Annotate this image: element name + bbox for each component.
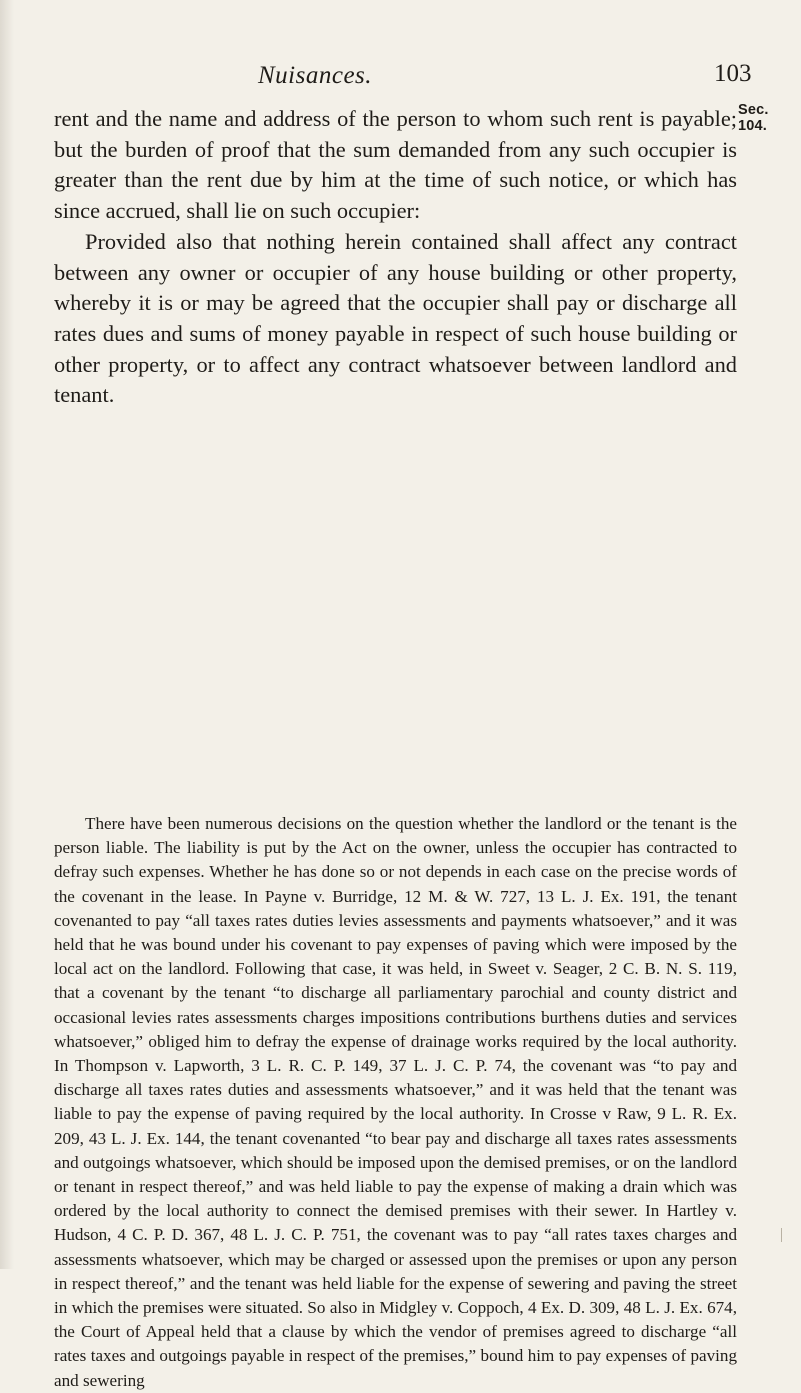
statute-text bbox=[54, 104, 737, 411]
running-title: Nuisances. bbox=[258, 62, 373, 89]
commentary-note: There have been numerous decisions on the question whether the landlord or the tenant is the person liable. The liability is put by the Act on the owner, unless the occupier has contracted to defray such expenses. Whether he has done so or not depends in each case on the precise words of the covenant in the lease. In Payne v. Burridge, 12 M. & W. 727, 13 L. J. Ex. 191, the tenant covenanted to pay “all taxes rates duties levies assessments and payments whatsoever,” and it was held that he was bound under his covenant to pay expenses of paving which were imposed by the local act on the landlord. Following that case, it was held, in Sweet v. Seager, 2 C. B. N. S. 119, that a covenant by the tenant “to discharge all parliamentary parochial and county district and occasional levies rates assessments charges impositions contributions burthens duties and services whatsoever,” obliged him to defray the expense of drainage works required by the local authority. In Thompson v. Lapworth, 3 L. R. C. P. 149, 37 L. J. C. P. 74, the covenant was “to pay and discharge all taxes rates duties and assessments whatsoever,” and it was held that the tenant was liable to pay the expense of paving required by the local authority. In Crosse v Raw, 9 L. R. Ex. 209, 43 L. J. Ex. 144, the tenant covenanted “to bear pay and discharge all taxes rates assessments and outgoings whatsoever, which should be imposed upon the demised premises, or on the landlord or tenant in respect thereof,” and was held liable to pay the expense of making a drain which was ordered by the local authority to connect the demised premises with their sewer. In Hartley v. Hudson, 4 C. P. D. 367, 48 L. J. C. P. 751, the covenant was to pay “all rates taxes charges and assessments whatsoever, which may be charged or assessed upon the premises or upon any person in respect thereof,” and the tenant was held liable for the expense of sewering and paving the street in which the premises were situated. So also in Midgley v. Coppoch, 4 Ex. D. 309, 48 L. J. Ex. 674, the Court of Appeal held that a clause by which the vendor of premises agreed to discharge “all rates taxes and outgoings payable in respect of the premises,” bound him to pay expenses of paving and sewering bbox=[54, 814, 737, 1390]
statute-proviso-paragraph: Provided also that nothing herein contained shall affect any contract between any owner or occupier of any house building or other property, whereby it is or may be agreed that the occupier shall pay or discharge all rates dues and sums of money payable in respect of such house building or other property, or to affect any contract whatsoever between landlord and tenant. bbox=[54, 228, 737, 408]
page-edge-mark bbox=[781, 1228, 782, 1242]
page-number: 103 bbox=[714, 60, 752, 87]
page-fold-shadow bbox=[0, 0, 14, 1269]
section-marker: Sec. 104. bbox=[738, 102, 769, 134]
statute-paragraph: rent and the name and address of the person to whom such rent is payable; but the burden of proof that the sum demanded from any such occupier is greater than the rent due by him at the time of such notice, or which has since accrued, shall lie on such occupier: bbox=[54, 106, 737, 224]
